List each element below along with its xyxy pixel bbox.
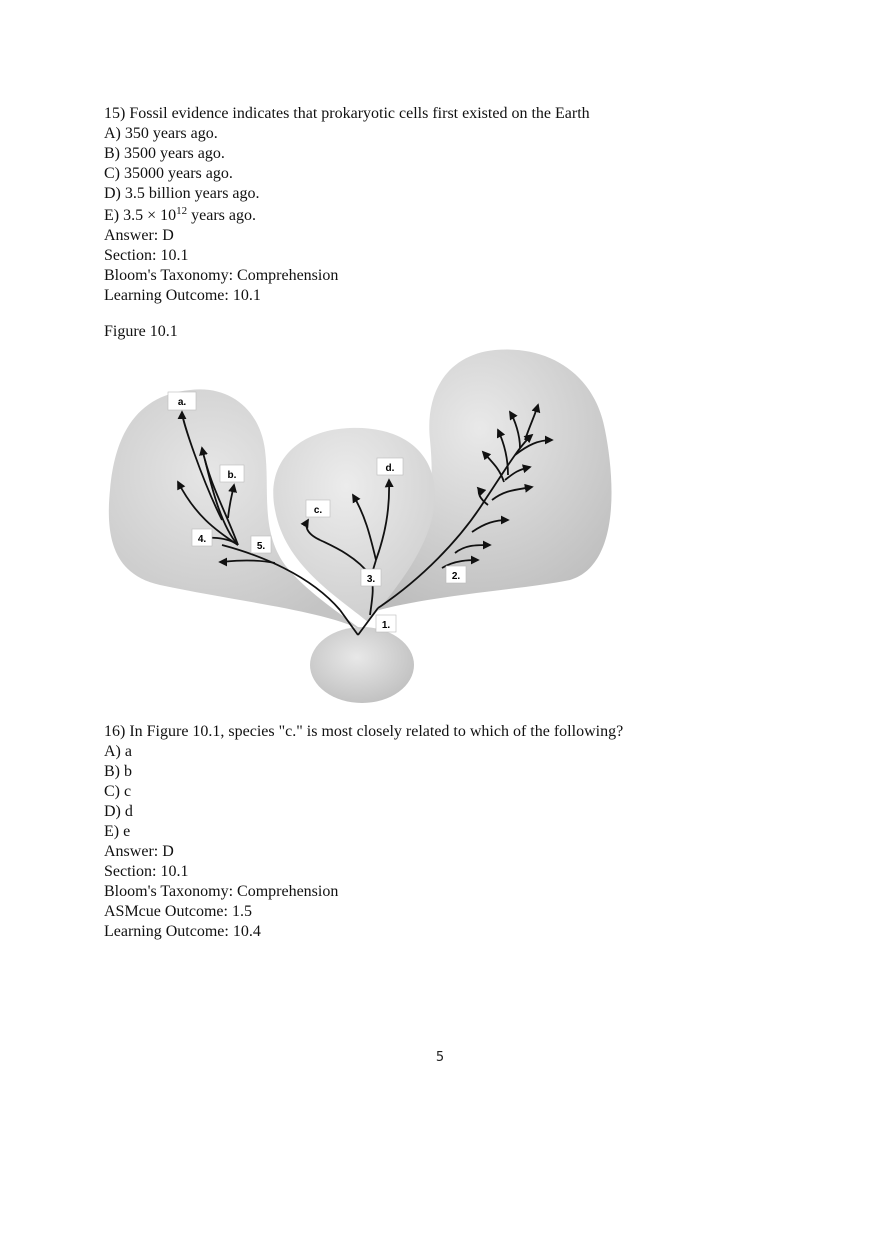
q16-option-c: C) c [104, 783, 132, 800]
q16-option-b: B) b [104, 763, 132, 780]
phylogenetic-tree-figure [100, 340, 660, 710]
page-number: 5 [435, 1050, 445, 1065]
label-1-text: 1. [381, 620, 391, 631]
label-b [220, 465, 244, 482]
label-5 [251, 536, 271, 553]
label-1 [376, 615, 396, 632]
label-a-text: a. [177, 397, 187, 408]
figure-caption: Figure 10.1 [104, 323, 178, 340]
q15-option-b: B) 3500 years ago. [104, 145, 225, 162]
q16-asmcue: ASMcue Outcome: 1.5 [104, 903, 252, 920]
q16-learning-outcome: Learning Outcome: 10.4 [104, 923, 261, 940]
root-bulb-shape [310, 627, 414, 703]
label-c-text: c. [313, 505, 323, 516]
q16-bloom: Bloom's Taxonomy: Comprehension [104, 883, 339, 900]
label-b-text: b. [227, 470, 237, 481]
q16-section: Section: 10.1 [104, 863, 189, 880]
label-2 [446, 566, 466, 583]
q15-option-e-suffix: years ago. [187, 207, 256, 224]
q15-option-a: A) 350 years ago. [104, 125, 218, 142]
label-2-text: 2. [451, 571, 461, 582]
q15-section: Section: 10.1 [104, 247, 189, 264]
label-4 [192, 529, 212, 546]
q15-option-d: D) 3.5 billion years ago. [104, 185, 260, 202]
label-a [168, 392, 196, 410]
label-3-text: 3. [366, 574, 376, 585]
q15-stem: 15) Fossil evidence indicates that prokaryotic cells first existed on the Earth [104, 105, 590, 122]
q15-option-e-prefix: E) 3.5 × 10 [104, 207, 177, 224]
q15-option-c: C) 35000 years ago. [104, 165, 233, 182]
q16-option-d: D) d [104, 803, 133, 820]
label-4-text: 4. [197, 534, 207, 545]
label-d-text: d. [385, 463, 395, 474]
q15-option-e [104, 206, 256, 227]
q15-learning-outcome: Learning Outcome: 10.1 [104, 287, 261, 304]
label-c [306, 500, 330, 517]
label-d [377, 458, 403, 475]
q16-stem: 16) In Figure 10.1, species "c." is most closely related to which of the following? [104, 723, 624, 740]
label-5-text: 5. [256, 541, 266, 552]
q16-answer: Answer: D [104, 843, 174, 860]
q15-option-e-exponent: 12 [176, 205, 188, 217]
label-3 [361, 569, 381, 586]
q15-answer: Answer: D [104, 227, 174, 244]
q15-bloom: Bloom's Taxonomy: Comprehension [104, 267, 339, 284]
q16-option-a: A) a [104, 743, 132, 760]
q16-option-e: E) e [104, 823, 131, 840]
